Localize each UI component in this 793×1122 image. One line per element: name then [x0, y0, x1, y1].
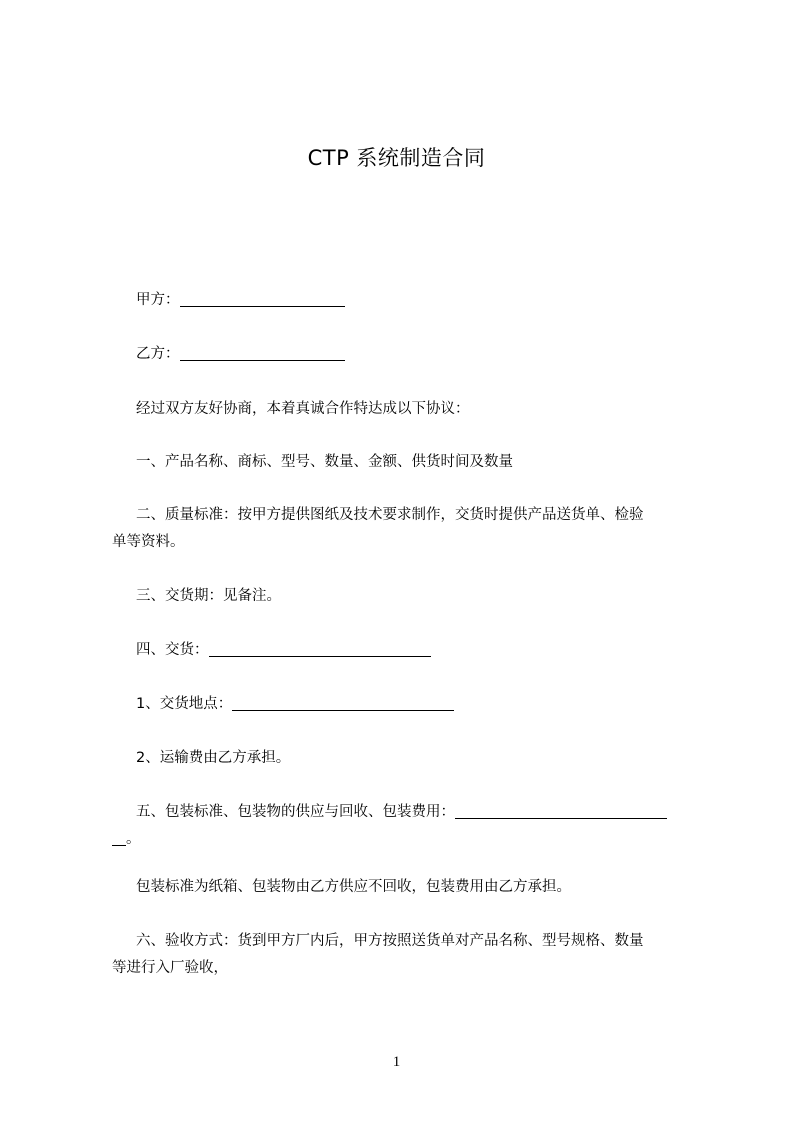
- party-a-line: [112, 287, 710, 314]
- clause-5-label: 五、包装标准、包装物的供应与回收、包装费用：: [136, 804, 455, 820]
- party-b-label: 乙方：: [136, 346, 180, 362]
- delivery-location-blank[interactable]: [232, 692, 454, 711]
- clause-2-line-2: 单等资料。: [112, 534, 185, 550]
- clause-5-end: 。: [126, 831, 141, 847]
- packaging-blank[interactable]: [455, 800, 667, 819]
- party-a-blank[interactable]: [180, 288, 345, 307]
- clause-5-line-1: [112, 799, 710, 826]
- party-b-line: [112, 341, 710, 368]
- clause-4-1-line: [112, 691, 710, 718]
- clause-4-line: [112, 637, 710, 664]
- clause-6-line-1: 六、验收方式：货到甲方厂内后，甲方按照送货单对产品名称、型号规格、数量: [136, 933, 644, 949]
- clause-5-detail: 包装标准为纸箱、包装物由乙方供应不回收，包装费用由乙方承担。: [136, 879, 571, 895]
- clause-2-line-1: 二、质量标准：按甲方提供图纸及技术要求制作，交货时提供产品送货单、检验: [136, 507, 644, 523]
- clause-5-line-2: [112, 826, 710, 853]
- clause-4-blank[interactable]: [209, 638, 431, 657]
- clause-4-2: 2、运输费由乙方承担。: [136, 750, 291, 766]
- party-b-blank[interactable]: [180, 342, 345, 361]
- intro-paragraph: 经过双方友好协商，本着真诚合作特达成以下协议：: [136, 401, 470, 417]
- clause-3: 三、交货期：见备注。: [136, 588, 281, 604]
- clause-6-line-2: 等进行入厂验收，: [112, 960, 228, 976]
- clause-1: 一、产品名称、商标、型号、数量、金额、供货时间及数量: [136, 454, 513, 470]
- clause-4-1-label: 1、交货地点：: [136, 696, 233, 712]
- page-number: 1: [392, 1054, 401, 1070]
- document-title: CTP 系统制造合同: [307, 146, 486, 170]
- clause-4-label: 四、交货：: [136, 642, 209, 658]
- packaging-blank-continued[interactable]: [112, 827, 126, 846]
- party-a-label: 甲方：: [136, 292, 180, 308]
